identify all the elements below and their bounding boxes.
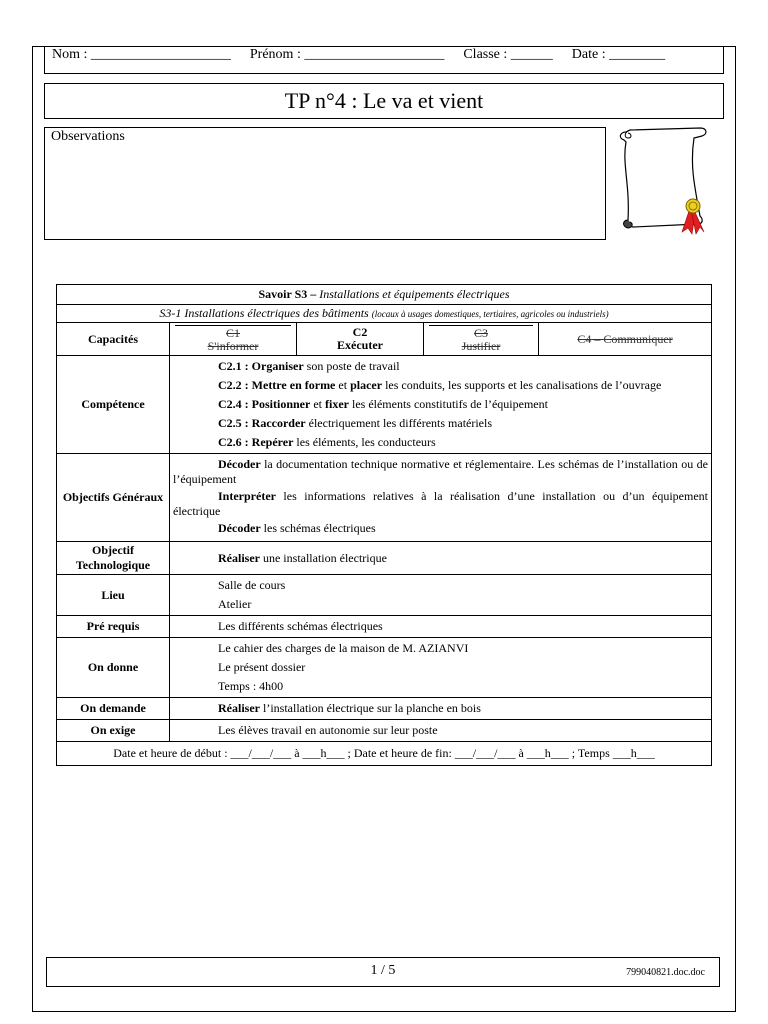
competence-item: C2.4 : Positionner et fixer les éléments constitutifs de l’équipement xyxy=(218,397,548,411)
on-donne-label: On donne xyxy=(57,638,170,698)
objectifs-label: Objectifs Généraux xyxy=(57,454,170,542)
classe-field[interactable]: Classe : ______ xyxy=(463,47,553,62)
objectif-item: Interpréter les informations relatives à la réalisation d’une installation ou d’un équipement électrique xyxy=(173,489,708,518)
observations-label: Observations xyxy=(51,129,125,144)
page-footer xyxy=(46,957,720,987)
prenom-field[interactable]: Prénom : ____________________ xyxy=(249,47,445,62)
on-donne-item: Temps : 4h00 xyxy=(218,679,284,693)
document-filename: 799040821.doc.doc xyxy=(626,967,705,978)
savoir-subtitle xyxy=(57,305,712,323)
capacite-c2: C2 Exécuter xyxy=(297,323,424,356)
prerequis-label: Pré requis xyxy=(57,616,170,638)
savoir-header xyxy=(57,285,712,305)
date-time-line[interactable]: Date et heure de début : ___/___/___ à ___h___ ; Date et heure de fin: ___/___/___ à ___h___ ; Temps ___h___ xyxy=(57,742,712,766)
objectif-tech-label: Objectif Technologique xyxy=(57,542,170,575)
lieu-label: Lieu xyxy=(57,575,170,616)
nom-field[interactable]: Nom : ____________________ xyxy=(52,47,231,62)
on-demande-label: On demande xyxy=(57,698,170,720)
savoir-title: Installations et équipements électriques xyxy=(319,287,510,301)
subtitle-small: (locaux à usages domestiques, tertiaires, agricoles ou industriels) xyxy=(371,309,609,319)
competences-table xyxy=(56,284,712,766)
lieu-item: Atelier xyxy=(218,597,252,611)
prerequis-value: Les différents schémas électriques xyxy=(170,616,712,638)
on-exige-label: On exige xyxy=(57,720,170,742)
diploma-scroll-icon xyxy=(612,124,712,239)
student-info-line xyxy=(44,46,724,74)
date-field[interactable]: Date : ________ xyxy=(571,47,666,62)
objectif-tech-value: Réaliser une installation électrique xyxy=(170,542,712,575)
on-donne-item: Le cahier des charges de la maison de M. AZIANVI xyxy=(218,641,469,655)
capacite-c3: C3 Justifier xyxy=(424,323,539,356)
lieu-item: Salle de cours xyxy=(218,578,286,592)
on-demande-value: Réaliser l’installation électrique sur la planche en bois xyxy=(170,698,712,720)
on-donne-list xyxy=(170,638,712,698)
competence-item: C2.1 : Organiser son poste de travail xyxy=(218,359,400,373)
on-exige-value: Les élèves travail en autonomie sur leur poste xyxy=(170,720,712,742)
subtitle-text: S3-1 Installations électriques des bâtiments xyxy=(159,306,372,320)
lieu-list xyxy=(170,575,712,616)
competence-label: Compétence xyxy=(57,356,170,454)
objectifs-list xyxy=(170,454,712,542)
objectif-item: Décoder la documentation technique normative et réglementaire. Les schémas de l’installation ou de l’équipement xyxy=(173,457,708,486)
on-donne-item: Le présent dossier xyxy=(218,660,306,674)
savoir-code: Savoir S3 – xyxy=(258,287,320,301)
document-title: TP n°4 : Le va et vient xyxy=(44,83,724,119)
capacite-c1: C1 S'informer xyxy=(170,323,297,356)
capacite-c4: C4 – Communiquer xyxy=(539,323,712,356)
capacites-label: Capacités xyxy=(57,323,170,356)
competence-item: C2.6 : Repérer les éléments, les conducteurs xyxy=(218,435,436,449)
competence-item: C2.2 : Mettre en forme et placer les conduits, les supports et les canalisations de l’ouvrage xyxy=(218,378,662,392)
objectif-item: Décoder les schémas électriques xyxy=(218,521,376,535)
competence-item: C2.5 : Raccorder électriquement les différents matériels xyxy=(218,416,493,430)
observations-box[interactable] xyxy=(44,127,606,240)
competence-list xyxy=(170,356,712,454)
seal xyxy=(686,199,700,213)
page-number: 1 / 5 xyxy=(370,963,396,978)
